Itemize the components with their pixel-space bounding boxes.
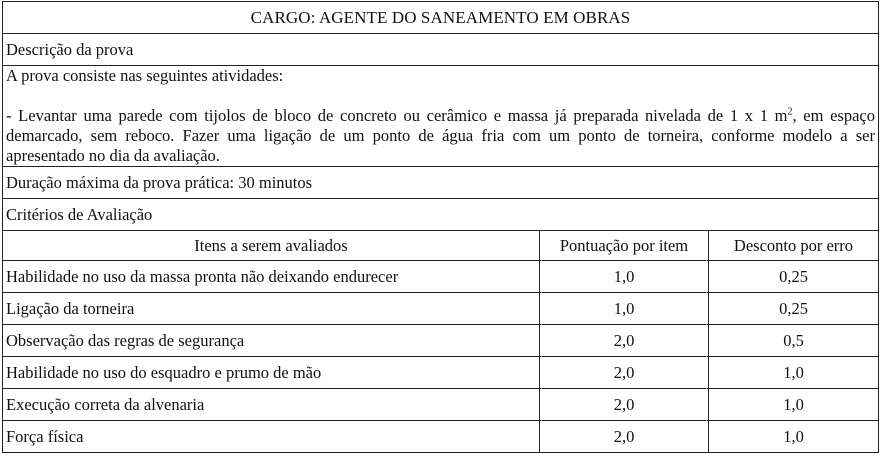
item-discount: 0,25 <box>709 293 879 325</box>
activities-cell <box>3 66 879 167</box>
description-heading: Descrição da prova <box>3 34 879 66</box>
item-score: 1,0 <box>540 293 709 325</box>
item-discount: 0,25 <box>709 261 879 293</box>
square-meter-superscript: 2 <box>787 106 793 118</box>
item-score: 2,0 <box>540 325 709 357</box>
item-score: 2,0 <box>540 357 709 389</box>
activities-intro: A prova consiste nas seguintes atividades: <box>6 66 284 85</box>
table-row <box>3 325 879 357</box>
document-title: CARGO: AGENTE DO SANEAMENTO EM OBRAS <box>3 2 879 34</box>
title-row <box>3 2 879 34</box>
table-row <box>3 293 879 325</box>
item-name: Execução correta da alvenaria <box>3 389 540 421</box>
criteria-heading: Critérios de Avaliação <box>3 199 879 231</box>
duration-row <box>3 167 879 199</box>
item-discount: 1,0 <box>709 357 879 389</box>
item-name: Habilidade no uso da massa pronta não deixando endurecer <box>3 261 540 293</box>
header-score: Pontuação por item <box>540 231 709 261</box>
table-row <box>3 261 879 293</box>
duration-text: Duração máxima da prova prática: 30 minutos <box>3 167 879 199</box>
item-discount: 0,5 <box>709 325 879 357</box>
item-name: Observação das regras de segurança <box>3 325 540 357</box>
evaluation-document <box>2 1 879 453</box>
criteria-heading-row <box>3 199 879 231</box>
paragraph-gap <box>6 86 875 106</box>
description-heading-row <box>3 34 879 66</box>
header-items: Itens a serem avaliados <box>3 231 540 261</box>
document-body <box>3 2 879 453</box>
header-discount: Desconto por erro <box>709 231 879 261</box>
item-score: 1,0 <box>540 261 709 293</box>
item-discount: 1,0 <box>709 421 879 453</box>
item-name: Força física <box>3 421 540 453</box>
table-row <box>3 421 879 453</box>
item-score: 2,0 <box>540 421 709 453</box>
table-header-row <box>3 231 879 261</box>
item-score: 2,0 <box>540 389 709 421</box>
table-row <box>3 357 879 389</box>
activities-text-part-1: - Levantar uma parede com tijolos de bloco de concreto ou cerâmico e massa já preparada nivelada de 1 x 1 m <box>6 106 788 125</box>
item-discount: 1,0 <box>709 389 879 421</box>
item-name: Ligação da torneira <box>3 293 540 325</box>
item-name: Habilidade no uso do esquadro e prumo de mão <box>3 357 540 389</box>
table-row <box>3 389 879 421</box>
activities-text <box>6 106 875 166</box>
activities-text-part-2: , em espaço demarcado, sem reboco. Fazer uma ligação de um ponto de água fria com um ponto de torneira, conforme modelo a ser apresentado no dia da avaliação. <box>6 106 875 165</box>
activities-row <box>3 66 879 167</box>
